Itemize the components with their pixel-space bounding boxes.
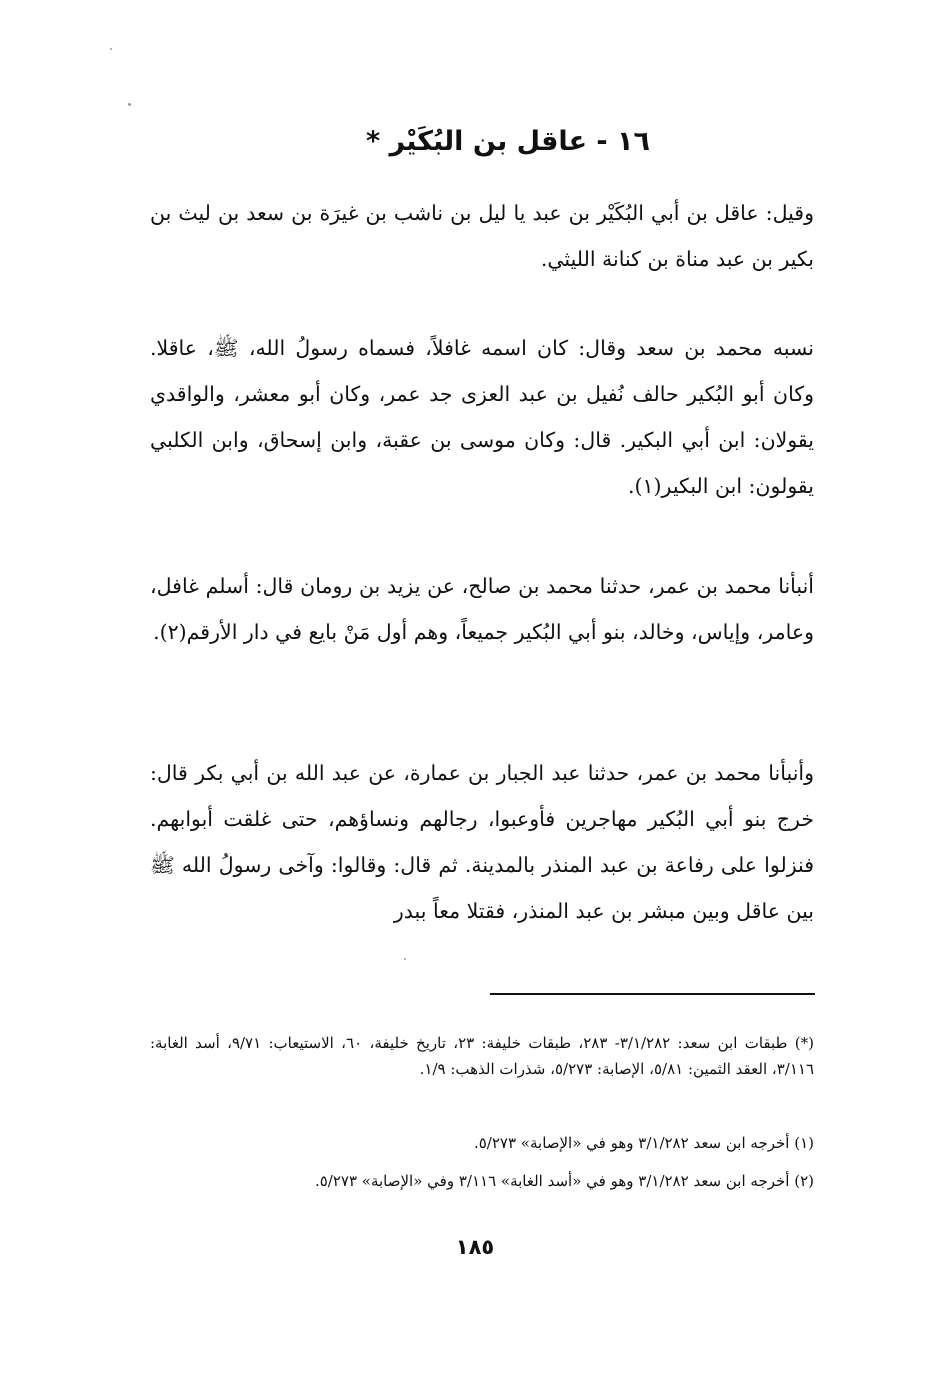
page-number: ١٨٥ [455,1235,495,1259]
paragraph-text: وأنبأنا محمد بن عمر، حدثنا عبد الجبار بن عمارة، عن عبد الله بن أبي بكر قال: خرج بنو أبي البُكير مهاجرين فأوعبوا، رجالهم ونساؤهم، حتى غلقت أبوابهم. فنزلوا على رفاعة بن عبد المنذر بالمدينة. ثم قال: وقالوا: وآخى رسولُ الله ﷺ بين عاقل وبين مبشر بن عبد المنذر، فقتلا معاً ببدر [150,761,814,923]
paragraph-lineage [150,190,814,282]
footnote-sources: (*) طبقات ابن سعد: ٣/١/٢٨٢- ٢٨٣، طبقات خليفة: ٢٣، تاريخ خليفة، ٦٠، الاستيعاب: ٩/٧١، أسد الغابة: ٣/١١٦، العقد الثمين: ٥/٨١، الإصابة: ٥/٢٧٣، شذرات الذهب: ١/٩. [150,1034,814,1078]
footnote-divider [490,993,815,995]
paragraph-islam [150,563,814,655]
footnote-1: (١) أخرجه ابن سعد ٣/١/٢٨٢ وهو في «الإصابة» ٥/٢٧٣. [473,1134,814,1152]
scan-speck [404,958,406,960]
paragraph-hijra [150,750,814,934]
chapter-title: ١٦ - عاقل بن البُكَيْر * [365,126,650,157]
footnote-2: (٢) أخرجه ابن سعد ٣/١/٢٨٢ وهو في «أسد الغابة» ٣/١١٦ وفي «الإصابة» ٥/٢٧٣. [314,1172,814,1190]
paragraph-text: نسبه محمد بن سعد وقال: كان اسمه غافلاً، فسماه رسولُ الله، ﷺ، عاقلا. وكان أبو البُكير حالف نُفيل بن عبد العزى جد عمر، وكان أبو معشر، والواقدي يقولان: ابن أبي البكير. قال: وكان موسى بن عقبة، وابن إسحاق، وابن الكلبي يقولون: ابن البكير(١). [150,336,814,498]
paragraph-text: أنبأنا محمد بن عمر، حدثنا محمد بن صالح، عن يزيد بن رومان قال: أسلم غافل، وعامر، وإياس، وخالد، بنو أبي البُكير جميعاً، وهم أول مَنْ بايع في دار الأرقم(٢). [150,574,814,644]
paragraph-text: وقيل: عاقل بن أبي البُكَيْر بن عبد يا ليل بن ناشب بن غيرَة بن سعد بن ليث بن بكير بن عبد مناة بن كنانة الليثي. [150,201,814,271]
scan-speck [128,103,131,106]
scan-speck [110,48,112,50]
paragraph-naming [150,325,814,509]
